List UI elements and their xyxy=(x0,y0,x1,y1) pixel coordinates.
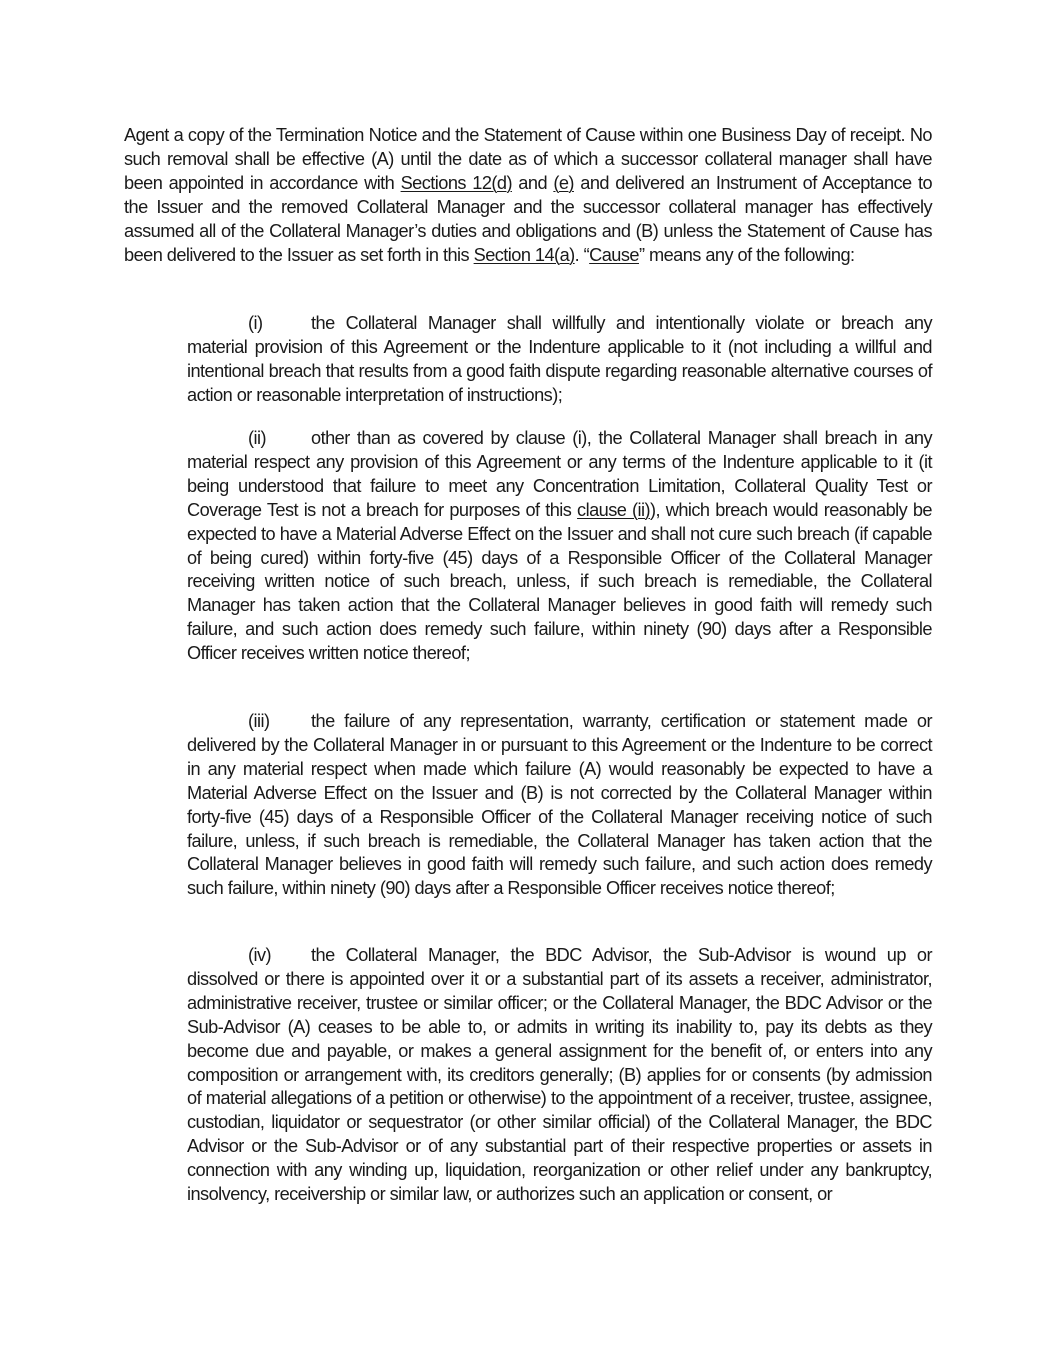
clause-text: the Collateral Manager, the BDC Advisor, the Sub-Advisor is wound up or dissolved or there is appointed over it or a substantial part of its assets a receiver, administrator, administrative receiver, trustee or similar officer; or the Collateral Manager, the BDC Advisor or the Sub-Advisor (A) ceases to be able to, or admits in writing its inability to, pay its debts as they become due and payable, or makes a general assignment for the benefit of, or enters into any composition or arrangement with, its creditors generally; (B) applies for or consents (by admission of material allegations of a petition or otherwise) to the appointment of a receiver, trustee, assignee, custodian, liquidator or sequestrator (or other similar official) of the Collateral Manager, the BDC Advisor or the Sub-Advisor or of any substantial part of their respective properties or assets in connection with any winding up, liquidation, reorganization or other relief under any bankruptcy, insolvency, receivership or similar law, or authorizes such an application or consent, or xyxy=(187,945,932,1205)
intro-text-1: Agent a copy of the Termination Notice and the Statement of Cause within one Business Day of receipt. No such removal shall be effective (A) until the date as of which a successor collateral manager shall have been appointed in accordance with xyxy=(124,125,932,193)
clause-number: (iv) xyxy=(248,945,272,965)
defined-term-cause: Cause xyxy=(589,244,639,265)
clause-iii xyxy=(187,710,932,901)
clause-text: the Collateral Manager shall willfully and intentionally violate or breach any material provision of this Agreement or the Indenture applicable to it (not including a willful and intentional breach that results from a good faith dispute regarding reasonable alternative courses of action or reasonable interpretation of instructions); xyxy=(187,313,932,405)
intro-text-2: and xyxy=(511,172,554,193)
intro-text-4: . “ xyxy=(574,244,590,265)
cross-reference-e: (e) xyxy=(553,172,574,193)
clause-text-before: other than as covered by clause (i), the Collateral Manager shall breach in any material respect any provision of this Agreement or any terms of the Indenture applicable to it (it being understood that failure to meet any Concentration Limitation, Collateral Quality Test or Coverage Test is not a breach for purposes of this xyxy=(187,428,932,520)
clause-text-after: ), which breach would reasonably be expected to have a Material Adverse Effect on the Issuer and shall not cure such breach (if capable of being cured) within forty-five (45) days of a Responsible Officer of the Collateral Manager receiving written notice of such breach, unless, if such breach is remediable, the Collateral Manager has taken action that the Collateral Manager believes in good faith will remedy such failure, and such action does remedy such failure, within ninety (90) days after a Responsible Officer receives written notice thereof; xyxy=(187,499,932,664)
cross-reference-sections-12d: Sections 12(d) xyxy=(400,172,512,193)
clause-number: (ii) xyxy=(248,428,266,448)
clause-iv xyxy=(187,944,932,1207)
clause-number: (i) xyxy=(248,313,263,333)
intro-text-5: ” means any of the following: xyxy=(638,244,855,265)
clause-number: (iii) xyxy=(248,711,270,731)
cross-reference-clause-ii: clause (ii) xyxy=(577,499,651,520)
intro-text-3: and delivered an Instrument of Acceptance to the Issuer and the removed Collateral Manager and the successor collateral manager has effectively assumed all of the Collateral Manager’s duties and obligations and (B) unless the Statement of Cause has been delivered to the Issuer as set forth in this xyxy=(124,172,933,265)
clause-ii xyxy=(187,427,932,666)
clause-i xyxy=(187,312,932,408)
cross-reference-section-14a: Section 14(a) xyxy=(473,244,575,265)
intro-paragraph xyxy=(124,124,932,267)
clause-text: the failure of any representation, warranty, certification or statement made or delivered by the Collateral Manager in or pursuant to this Agreement or the Indenture to be correct in any material respect when made which failure (A) would reasonably be expected to have a Material Adverse Effect on the Issuer and (B) is not corrected by the Collateral Manager within forty-five (45) days of a Responsible Officer of the Collateral Manager receiving notice of such failure, unless, if such breach is remediable, the Collateral Manager has taken action that the Collateral Manager believes in good faith will remedy such failure, and such action does remedy such failure, within ninety (90) days after a Responsible Officer receives notice thereof; xyxy=(187,711,932,899)
